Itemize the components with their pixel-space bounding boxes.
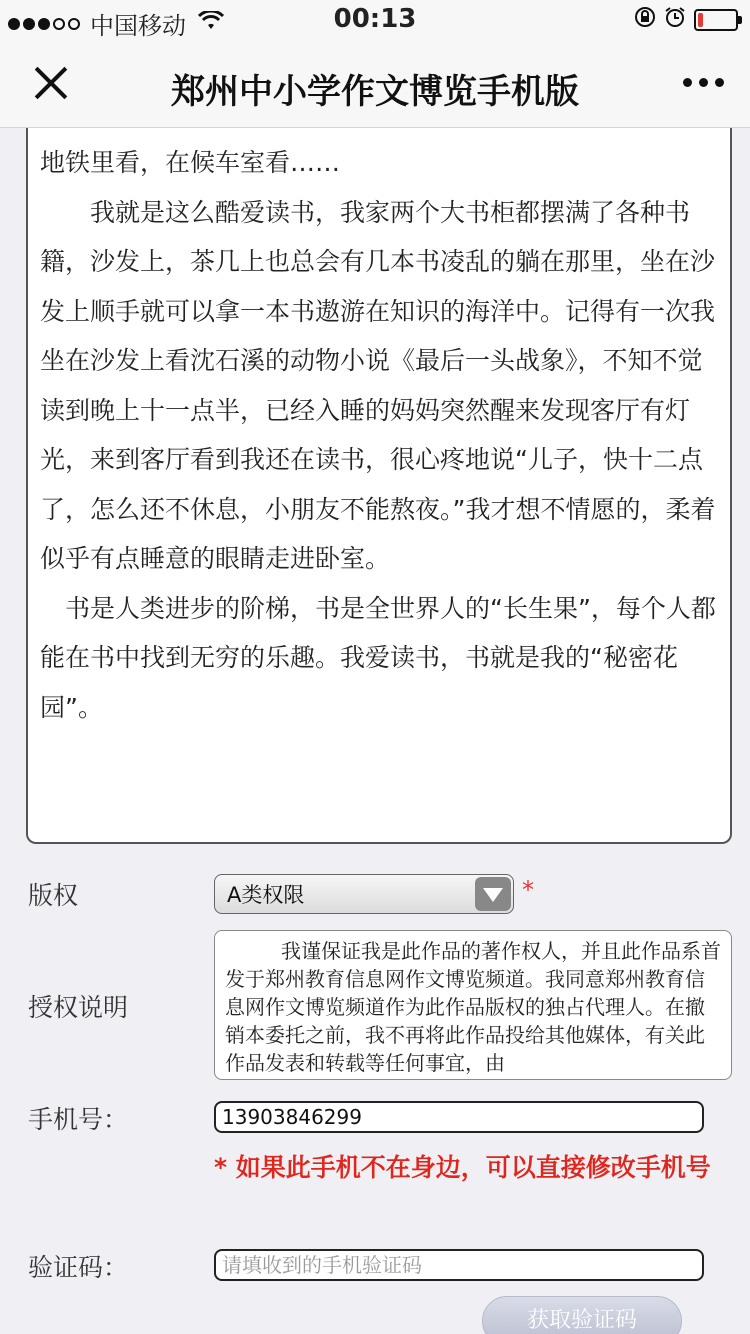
code-label: 验证码： xyxy=(28,1253,129,1282)
auth-text: 我谨保证我是此作品的著作权人，并且此作品系首发于郑州教育信息网作文博览频道。我同意郑州教育信息网作文博览频道作为此作品版权的独占代理人。在撤销本委托之前，我不再将此作品投给其他媒体，有关此作品发表和转载等任何事宜，由 xyxy=(225,939,721,1075)
article-paragraph: 我就是这么酷爱读书，我家两个大书柜都摆满了各种书籍，沙发上，茶几上也总会有几本书凌乱的躺在那里，坐在沙发上顺手就可以拿一本书遨游在知识的海洋中。记得有一次我坐在沙发上看沈石溪的动物小说《最后一头战象》，不知不觉读到晚上十一点半，已经入睡的妈妈突然醒来发现客厅有灯光，来到客厅看到我还在读书，很心疼地说“儿子，快十二点了，怎么还不休息，小朋友不能熬夜。”我才想不情愿的，柔着似乎有点睡意的眼睛走进卧室。 xyxy=(40,197,716,573)
battery-icon xyxy=(694,9,738,31)
phone-warning: * 如果此手机不在身边，可以直接修改手机号 xyxy=(214,1153,711,1182)
phone-input[interactable] xyxy=(214,1101,704,1133)
required-mark: * xyxy=(522,876,534,904)
verification-code-input[interactable] xyxy=(214,1249,704,1281)
article-content[interactable] xyxy=(26,128,732,844)
rotation-lock-icon xyxy=(634,6,656,34)
article-paragraph: 书是人类进步的阶梯，书是全世界人的“长生果”，每个人都能在书中找到无穷的乐趣。我爱读书，书就是我的“秘密花园”。 xyxy=(40,593,716,722)
chevron-down-icon xyxy=(475,877,511,911)
status-time: 00:13 xyxy=(333,4,417,34)
nav-bar xyxy=(0,40,750,128)
status-bar xyxy=(0,0,750,40)
more-icon[interactable] xyxy=(683,78,724,87)
carrier-name: 中国移动 xyxy=(90,12,186,40)
copyright-select[interactable] xyxy=(214,874,514,914)
alarm-icon xyxy=(664,6,686,34)
auth-text-box[interactable] xyxy=(214,930,732,1080)
get-code-button[interactable]: 获取验证码 xyxy=(482,1296,682,1334)
status-icons xyxy=(634,6,738,34)
battery-level xyxy=(698,13,703,27)
auth-label: 授权说明 xyxy=(28,993,129,1022)
copyright-select-value: A类权限 xyxy=(227,883,305,907)
phone-label: 手机号： xyxy=(28,1105,129,1134)
copyright-label: 版权 xyxy=(28,881,79,910)
page-title: 郑州中小学作文博览手机版 xyxy=(171,72,579,112)
article-paragraph: 地铁里看，在候车室看…… xyxy=(40,148,341,177)
